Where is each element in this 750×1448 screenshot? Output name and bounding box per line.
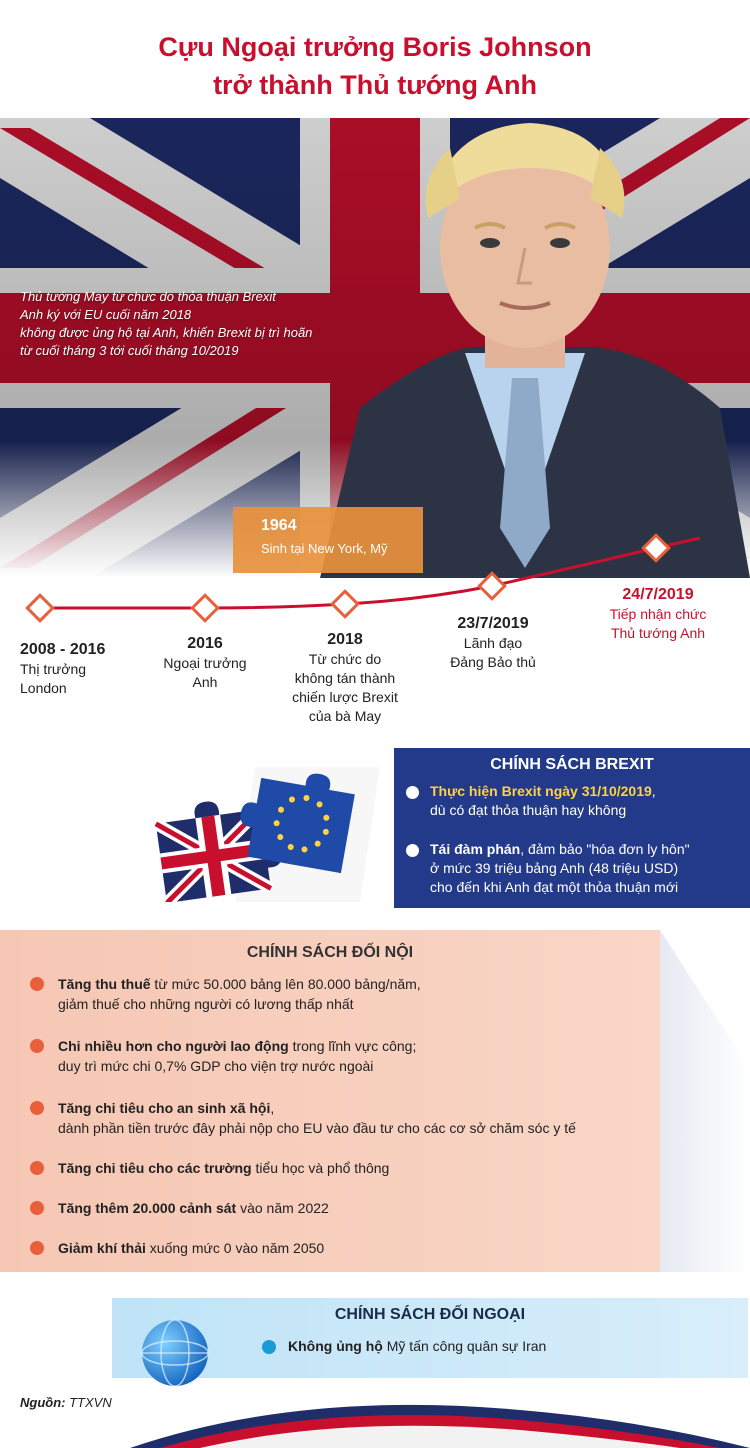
- timeline-item-2016: [145, 634, 265, 692]
- source-value: TTXVN: [65, 1395, 112, 1410]
- domestic-item-rest: tiểu học và phổ thông: [251, 1160, 390, 1176]
- domestic-item: [30, 1238, 650, 1258]
- domestic-item-bold: Tăng chi tiêu cho an sinh xã hội: [58, 1100, 271, 1116]
- foreign-policy-title: CHÍNH SÁCH ĐỐI NGOẠI: [334, 1306, 526, 1323]
- brexit-item-1-rest: ,: [651, 783, 656, 799]
- domestic-item: [30, 1158, 650, 1178]
- globe-icon: [140, 1318, 210, 1388]
- timeline-year: 2018: [327, 631, 363, 648]
- timeline-marker: [643, 535, 668, 560]
- timeline-year: 2016: [187, 635, 223, 652]
- timeline-text: của bà May: [308, 708, 382, 724]
- foreign-item-rest: Mỹ tấn công quân sự Iran: [382, 1338, 547, 1354]
- brexit-item-2-line2: ở mức 39 triệu bảng Anh (48 triệu USD): [430, 860, 679, 876]
- domestic-item-rest: trong lĩnh vực công;: [288, 1038, 417, 1054]
- bottom-flag-decoration: [0, 1380, 750, 1448]
- brexit-item-2: [406, 840, 746, 897]
- timeline-text: không tán thành: [294, 670, 396, 686]
- domestic-policy-title: CHÍNH SÁCH ĐỐI NỘI: [246, 944, 414, 961]
- brexit-item-1-line2: dù có đạt thỏa thuận hay không: [430, 802, 627, 818]
- bullet-dot: [406, 844, 419, 857]
- domestic-item-bold: Chi nhiều hơn cho người lao động: [58, 1038, 289, 1054]
- domestic-item-bold: Tăng thu thuế: [58, 976, 151, 992]
- domestic-item-line2: duy trì mức chi 0,7% GDP cho viện trợ nước ngoài: [58, 1058, 374, 1074]
- timeline-text: Thủ tướng Anh: [610, 625, 706, 641]
- page-title: [0, 28, 750, 104]
- timeline-text: Ngoại trưởng: [163, 655, 247, 671]
- domestic-item-rest: xuống mức 0 vào năm 2050: [145, 1240, 325, 1256]
- timeline-item-24-7-2019: [588, 585, 728, 643]
- domestic-item-rest: ,: [270, 1100, 275, 1116]
- intro-line: Thủ tướng May từ chức do thỏa thuận Brexit: [20, 289, 276, 304]
- bullet-dot: [30, 1241, 44, 1255]
- timeline-marker: [332, 591, 357, 616]
- birth-place: Sinh tại New York, Mỹ: [261, 541, 388, 556]
- domestic-item: [30, 1198, 650, 1218]
- bullet-dot: [30, 1101, 44, 1115]
- domestic-item-line2: giảm thuế cho những người có lương thấp nhất: [58, 996, 354, 1012]
- timeline-marker: [27, 595, 52, 620]
- timeline-marker: [479, 573, 504, 598]
- brexit-policy-box: [394, 748, 750, 908]
- brexit-puzzle-illustration: [145, 762, 380, 902]
- domestic-item-bold: Tăng thêm 20.000 cảnh sát: [58, 1200, 237, 1216]
- source-credit: [20, 1395, 112, 1410]
- birth-year: 1964: [261, 517, 297, 534]
- timeline-text: Anh: [192, 674, 218, 690]
- timeline-text: Từ chức do: [308, 651, 382, 667]
- title-line-1: Cựu Ngoại trưởng Boris Johnson: [158, 32, 592, 62]
- brexit-item-1: [406, 782, 746, 820]
- foreign-item: [262, 1338, 546, 1354]
- timeline-item-2008: [20, 640, 105, 698]
- timeline-year: 23/7/2019: [457, 615, 529, 632]
- domestic-item-bold: Tăng chi tiêu cho các trường: [58, 1160, 252, 1176]
- brexit-item-2-bold: Tái đàm phán: [430, 841, 521, 857]
- bullet-dot: [30, 1201, 44, 1215]
- timeline-item-23-7-2019: [428, 614, 558, 672]
- bullet-dot: [30, 977, 44, 991]
- timeline-text: London: [20, 680, 67, 696]
- domestic-policy-box: [0, 930, 660, 1272]
- timeline-text: Tiếp nhận chức: [609, 606, 707, 622]
- brexit-policy-title: CHÍNH SÁCH BREXIT: [490, 756, 654, 773]
- brexit-item-1-bold: Thực hiện Brexit ngày 31/10/2019: [430, 783, 652, 799]
- brexit-item-2-line3: cho đến khi Anh đạt một thỏa thuận mới: [430, 879, 679, 895]
- timeline-text: Đảng Bảo thủ: [450, 654, 536, 670]
- timeline-text: chiến lược Brexit: [292, 689, 398, 705]
- domestic-item-rest: từ mức 50.000 bảng lên 80.000 bảng/năm,: [150, 976, 421, 992]
- domestic-item-line2: dành phần tiền trước đây phải nộp cho EU vào đầu tư cho các cơ sở chăm sóc y tế: [58, 1120, 576, 1136]
- bullet-dot: [406, 786, 419, 799]
- intro-paragraph: [20, 288, 380, 360]
- intro-line: từ cuối tháng 3 tới cuối tháng 10/2019: [20, 343, 239, 358]
- bullet-dot: [262, 1340, 276, 1354]
- domestic-item: [30, 1098, 650, 1138]
- brexit-item-2-rest: , đảm bảo "hóa đơn ly hôn": [520, 841, 690, 857]
- domestic-item: [30, 974, 650, 1014]
- domestic-item-rest: vào năm 2022: [236, 1200, 329, 1216]
- domestic-item: [30, 1036, 650, 1076]
- timeline-year: 2008 - 2016: [20, 641, 106, 658]
- title-line-2: trở thành Thủ tướng Anh: [213, 70, 537, 100]
- intro-line: Anh ký với EU cuối năm 2018: [20, 307, 192, 322]
- decorative-triangle: [660, 930, 750, 1272]
- timeline-text: Lãnh đạo: [463, 635, 523, 651]
- bullet-dot: [30, 1161, 44, 1175]
- foreign-item-bold: Không ủng hộ: [288, 1338, 383, 1354]
- timeline-item-2018: [280, 630, 410, 726]
- source-label: Nguồn:: [20, 1395, 66, 1410]
- bullet-dot: [30, 1039, 44, 1053]
- domestic-item-bold: Giảm khí thải: [58, 1240, 146, 1256]
- timeline-text: Thị trưởng: [20, 661, 87, 677]
- intro-line: không được ủng hộ tại Anh, khiến Brexit bị trì hoãn: [20, 325, 313, 340]
- timeline-year: 24/7/2019: [622, 586, 694, 603]
- timeline-marker: [192, 595, 217, 620]
